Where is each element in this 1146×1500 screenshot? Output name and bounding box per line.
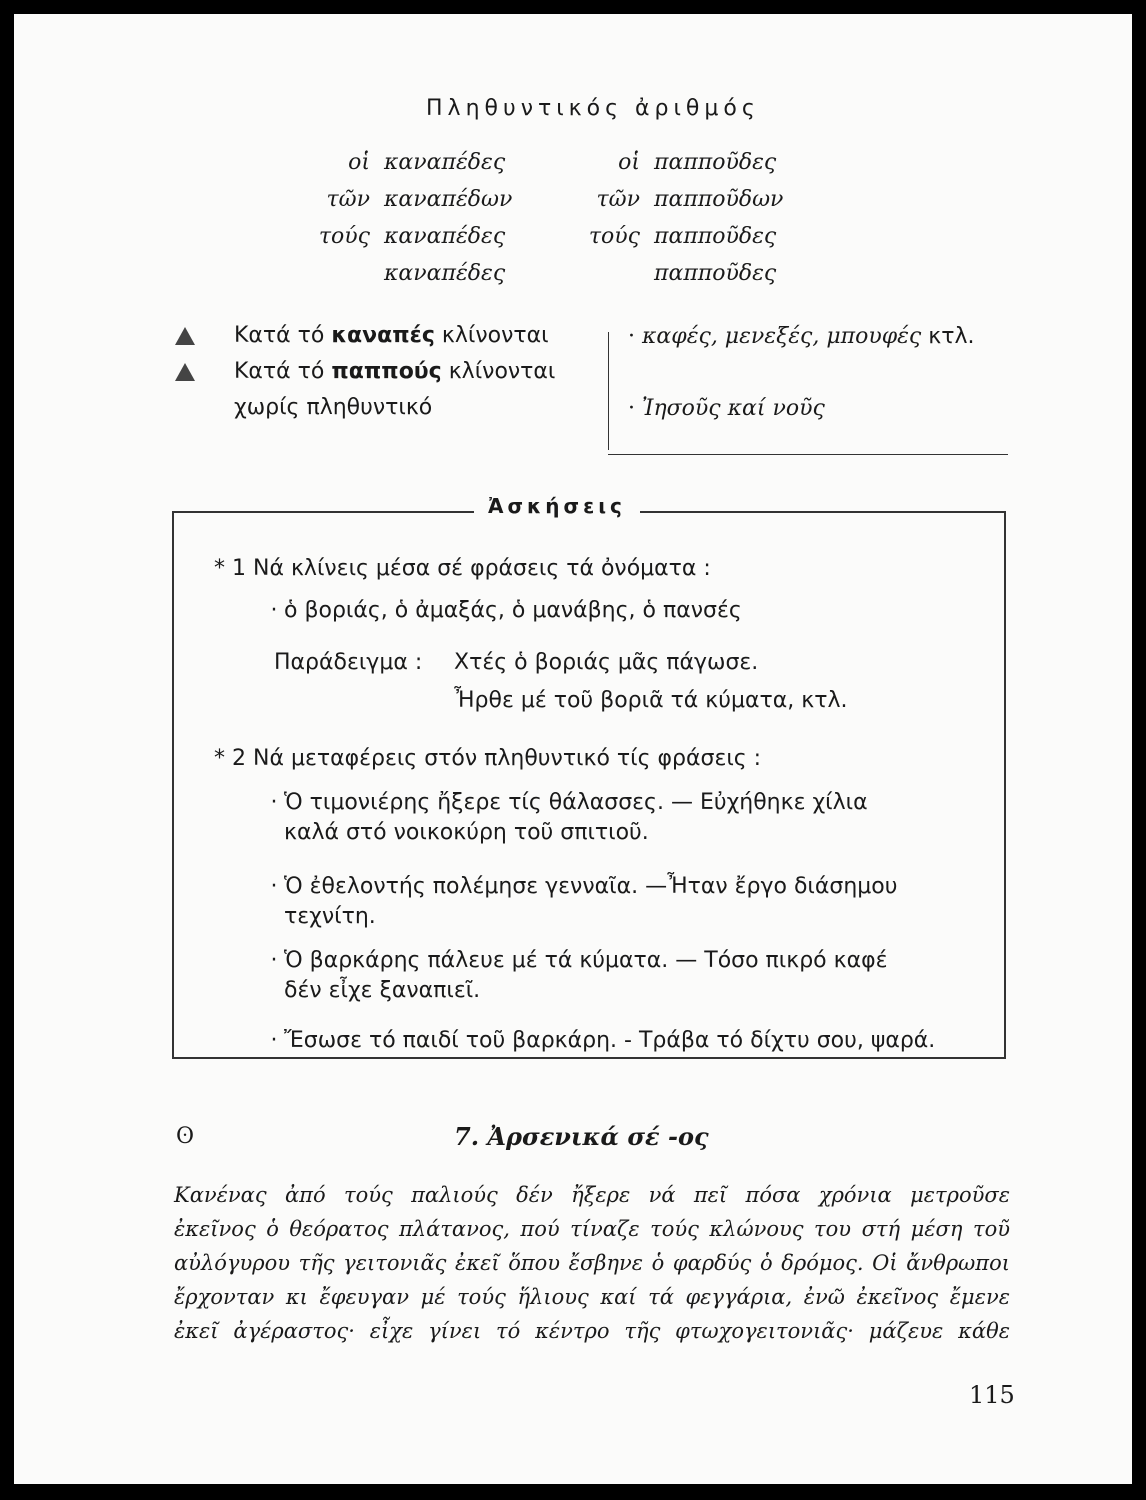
plural-title: Πληθυντικός ἀριθμός xyxy=(426,96,760,121)
article: τούς xyxy=(588,224,640,249)
rule-pappous xyxy=(174,354,555,390)
rules-vertical-divider xyxy=(608,332,609,450)
exercise-2-sentence xyxy=(264,872,897,932)
plural-right-row xyxy=(584,218,783,255)
noun-form: παπποῦδες xyxy=(654,261,777,286)
triangle-marker-icon xyxy=(174,326,196,346)
rule-examples-suffix: κτλ. xyxy=(928,324,975,349)
bullet-icon: · xyxy=(270,948,278,973)
article: οἱ xyxy=(348,150,370,175)
article xyxy=(314,255,384,292)
plural-right-column xyxy=(584,144,783,292)
triangle-marker-icon xyxy=(174,362,196,382)
rule-kanapes xyxy=(174,318,555,354)
exercise-2-prompt xyxy=(214,744,761,774)
book-page xyxy=(14,14,1132,1484)
rule-text: Κατά τό xyxy=(234,323,325,348)
sentence-text: δέν εἶχε ξαναπιεῖ. xyxy=(284,978,481,1003)
example-label: Παράδειγμα : xyxy=(274,650,423,675)
rule-text: χωρίς πληθυντικό xyxy=(234,395,433,420)
plural-right-row xyxy=(584,144,783,181)
rule-keyword: παππούς xyxy=(331,359,442,384)
sentence-text: καλά στό νοικοκύρη τοῦ σπιτιοῦ. xyxy=(284,820,649,845)
sentence-text: τεχνίτη. xyxy=(284,904,376,929)
sentence-text: Ὁ βαρκάρης πάλευε μέ τά κύματα. — Τόσο πικρό καφέ xyxy=(284,948,888,973)
bullet-icon: · xyxy=(270,598,278,623)
rules-left xyxy=(174,318,555,426)
bullet-icon: · xyxy=(270,1028,278,1053)
article xyxy=(584,255,654,292)
paragraph-line: αὐλόγυρου τῆς γειτονιᾶς ἐκεῖ ὅπου ἔσβηνε ὁ φαρδύς ὁ δρόμος. Οἱ ἄνθρωποι xyxy=(174,1251,1010,1275)
example-sentence: Ἦρθε μέ τοῦ βοριᾶ τά κύματα, κτλ. xyxy=(454,688,848,713)
section-marker-icon: ʘ xyxy=(176,1124,195,1149)
section-heading: 7. Ἀρσενικά σέ -ος xyxy=(454,1122,709,1151)
bullet-icon: · xyxy=(270,874,278,899)
rule-examples-text: καφές, μενεξές, μπουφές xyxy=(642,324,922,349)
sentence-text: Ὁ ἐθελοντής πολέμησε γενναῖα. —Ἦταν ἔργο διάσημου xyxy=(284,874,898,899)
paragraph-line: ἔρχονταν κι ἔφευγαν μέ τούς ἥλιους καί τά φεγγάρια, ἐνῶ ἐκεῖνος ἔμενε xyxy=(174,1285,1010,1309)
exercise-number: * 2 xyxy=(214,746,246,771)
exercise-number: * 1 xyxy=(214,556,246,581)
noun-form: παπποῦδες xyxy=(654,224,777,249)
plural-right-row xyxy=(584,255,783,292)
noun-form: καναπέδες xyxy=(384,224,506,249)
noun-form: καναπέδες xyxy=(384,261,506,286)
exercise-1-prompt xyxy=(214,554,711,584)
article: τῶν xyxy=(326,187,370,212)
plural-left-row xyxy=(314,255,512,292)
exercise-2-sentence xyxy=(264,946,888,1006)
rules-horizontal-divider xyxy=(608,454,1008,455)
exercise-1-words xyxy=(264,596,742,626)
bullet-icon: · xyxy=(628,396,635,421)
page-number: 115 xyxy=(969,1381,1015,1409)
rule-text: Κατά τό xyxy=(234,359,325,384)
rule-examples-1 xyxy=(628,324,974,349)
bullet-icon: · xyxy=(270,790,278,815)
noun-form: καναπέδες xyxy=(384,150,506,175)
exercise-text: ὁ βοριάς, ὁ ἀμαξάς, ὁ μανάβης, ὁ πανσές xyxy=(284,598,742,623)
noun-form: καναπέδων xyxy=(384,187,513,212)
plural-left-column xyxy=(314,144,512,292)
plural-left-row xyxy=(314,181,512,218)
sentence-text: Ὁ τιμονιέρης ἤξερε τίς θάλασσες. — Εὐχήθηκε χίλια xyxy=(284,790,868,815)
rule-keyword: καναπές xyxy=(331,323,435,348)
plural-left-row xyxy=(314,144,512,181)
example-sentence: Χτές ὁ βοριάς μᾶς πάγωσε. xyxy=(454,650,759,675)
rule-examples-text: Ἰησοῦς καί νοῦς xyxy=(642,396,825,421)
exercise-2-sentence xyxy=(264,1026,935,1056)
exercises-title: Ἀσκήσεις xyxy=(474,494,640,518)
noun-form: παπποῦδες xyxy=(654,150,777,175)
exercise-text: Νά κλίνεις μέσα σέ φράσεις τά ὀνόματα : xyxy=(253,556,711,581)
noun-form: παπποῦδων xyxy=(654,187,784,212)
paragraph-line: ἐκεῖ ἀγέραστος· εἶχε γίνει τό κέντρο τῆς φτωχογειτονιᾶς· μάζευε κάθε xyxy=(174,1319,1010,1343)
exercise-2-sentence xyxy=(264,788,868,848)
article: τούς xyxy=(318,224,370,249)
reading-paragraph xyxy=(174,1178,1010,1348)
paragraph-line: Κανένας ἀπό τούς παλιούς δέν ἤξερε νά πεῖ πόσα χρόνια μετροῦσε xyxy=(174,1183,1010,1207)
paragraph-line: ἐκεῖνος ὁ θεόρατος πλάτανος, πού τίναζε τούς κλώνους του στή μέση τοῦ xyxy=(174,1217,1010,1241)
bullet-icon: · xyxy=(628,324,635,349)
article: οἱ xyxy=(618,150,640,175)
exercise-text: Νά μεταφέρεις στόν πληθυντικό τίς φράσεις : xyxy=(253,746,762,771)
article: τῶν xyxy=(596,187,640,212)
plural-left-row xyxy=(314,218,512,255)
rule-text: κλίνονται xyxy=(441,323,549,348)
plural-right-row xyxy=(584,181,783,218)
rule-text: κλίνονται xyxy=(448,359,556,384)
rule-examples-2 xyxy=(628,396,825,421)
sentence-text: Ἔσωσε τό παιδί τοῦ βαρκάρη. - Τράβα τό δίχτυ σου, ψαρά. xyxy=(284,1028,936,1053)
